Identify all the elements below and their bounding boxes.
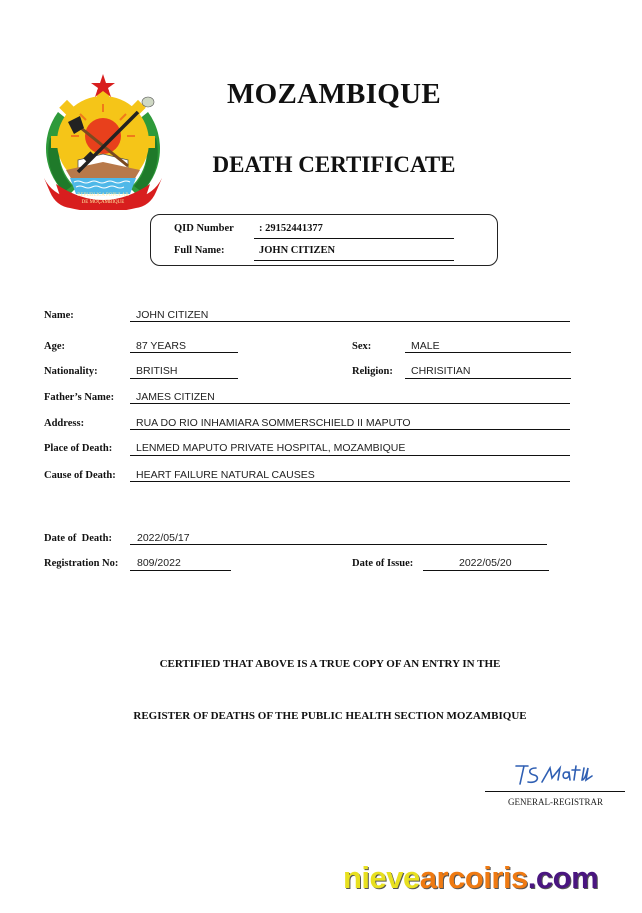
cause-of-death-label: Cause of Death:	[44, 470, 116, 481]
full-name-label: Full Name:	[174, 245, 225, 256]
cause-of-death-underline	[130, 481, 570, 482]
date-of-death-label: Date of Death:	[44, 533, 112, 544]
signature-line	[485, 791, 625, 792]
qid-value: : 29152441377	[259, 223, 323, 234]
certification-line-2: REGISTER OF DEATHS OF THE PUBLIC HEALTH SECTION MOZAMBIQUE	[133, 710, 527, 722]
address-label: Address:	[44, 418, 85, 429]
watermark-part-1: nieve	[343, 860, 420, 895]
fathers-name-label: Father’s Name:	[44, 392, 115, 403]
address-underline	[130, 429, 570, 430]
fathers-name-value: JAMES CITIZEN	[136, 391, 215, 403]
full-name-underline	[254, 260, 454, 261]
name-value: JOHN CITIZEN	[136, 309, 209, 321]
address-value: RUA DO RIO INHAMIARA SOMMERSCHIELD II MAPUTO	[136, 417, 411, 429]
signature-icon	[512, 760, 596, 788]
full-name-value: JOHN CITIZEN	[259, 245, 336, 256]
signature	[512, 760, 596, 788]
registration-no-label: Registration No:	[44, 558, 119, 569]
age-label: Age:	[44, 341, 65, 352]
name-label: Name:	[44, 310, 74, 321]
age-value: 87 YEARS	[136, 340, 187, 352]
place-of-death-label: Place of Death:	[44, 443, 113, 454]
sex-value: MALE	[411, 340, 440, 352]
name-underline	[130, 321, 570, 322]
date-of-issue-label: Date of Issue:	[352, 558, 414, 569]
qid-box	[150, 214, 498, 266]
religion-underline	[405, 378, 571, 379]
cause-of-death-value: HEART FAILURE NATURAL CAUSES	[136, 469, 315, 481]
sex-label: Sex:	[352, 341, 372, 352]
svg-text:DE MOÇAMBIQUE: DE MOÇAMBIQUE	[81, 200, 125, 205]
watermark	[343, 860, 598, 896]
sex-underline	[405, 352, 571, 353]
place-of-death-value: LENMED MAPUTO PRIVATE HOSPITAL, MOZAMBIQUE	[136, 442, 406, 454]
certification-line-1: CERTIFIED THAT ABOVE IS A TRUE COPY OF AN ENTRY IN THE	[159, 658, 501, 670]
watermark-part-2: arcoiris	[419, 860, 528, 895]
document-title: DEATH CERTIFICATE	[212, 152, 456, 177]
registration-no-underline	[130, 570, 231, 571]
date-of-death-value: 2022/05/17	[137, 532, 190, 544]
religion-value: CHRISITIAN	[411, 365, 471, 377]
svg-text:REPUBLICA POPULAR: REPUBLICA POPULAR	[77, 193, 129, 198]
fathers-name-underline	[130, 403, 570, 404]
country-title: MOZAMBIQUE	[226, 78, 442, 110]
age-underline	[130, 352, 238, 353]
date-of-death-underline	[130, 544, 547, 545]
nationality-value: BRITISH	[136, 365, 178, 377]
qid-label: QID Number	[174, 223, 234, 234]
nationality-underline	[130, 378, 238, 379]
nationality-label: Nationality:	[44, 366, 98, 377]
date-of-issue-value: 2022/05/20	[459, 557, 512, 569]
qid-underline	[254, 238, 454, 239]
registration-no-value: 809/2022	[137, 557, 181, 569]
general-registrar-title: GENERAL-REGISTRAR	[508, 797, 603, 807]
religion-label: Religion:	[352, 366, 393, 377]
place-of-death-underline	[130, 455, 570, 456]
date-of-issue-underline	[423, 570, 549, 571]
watermark-part-3: .com	[527, 860, 599, 895]
